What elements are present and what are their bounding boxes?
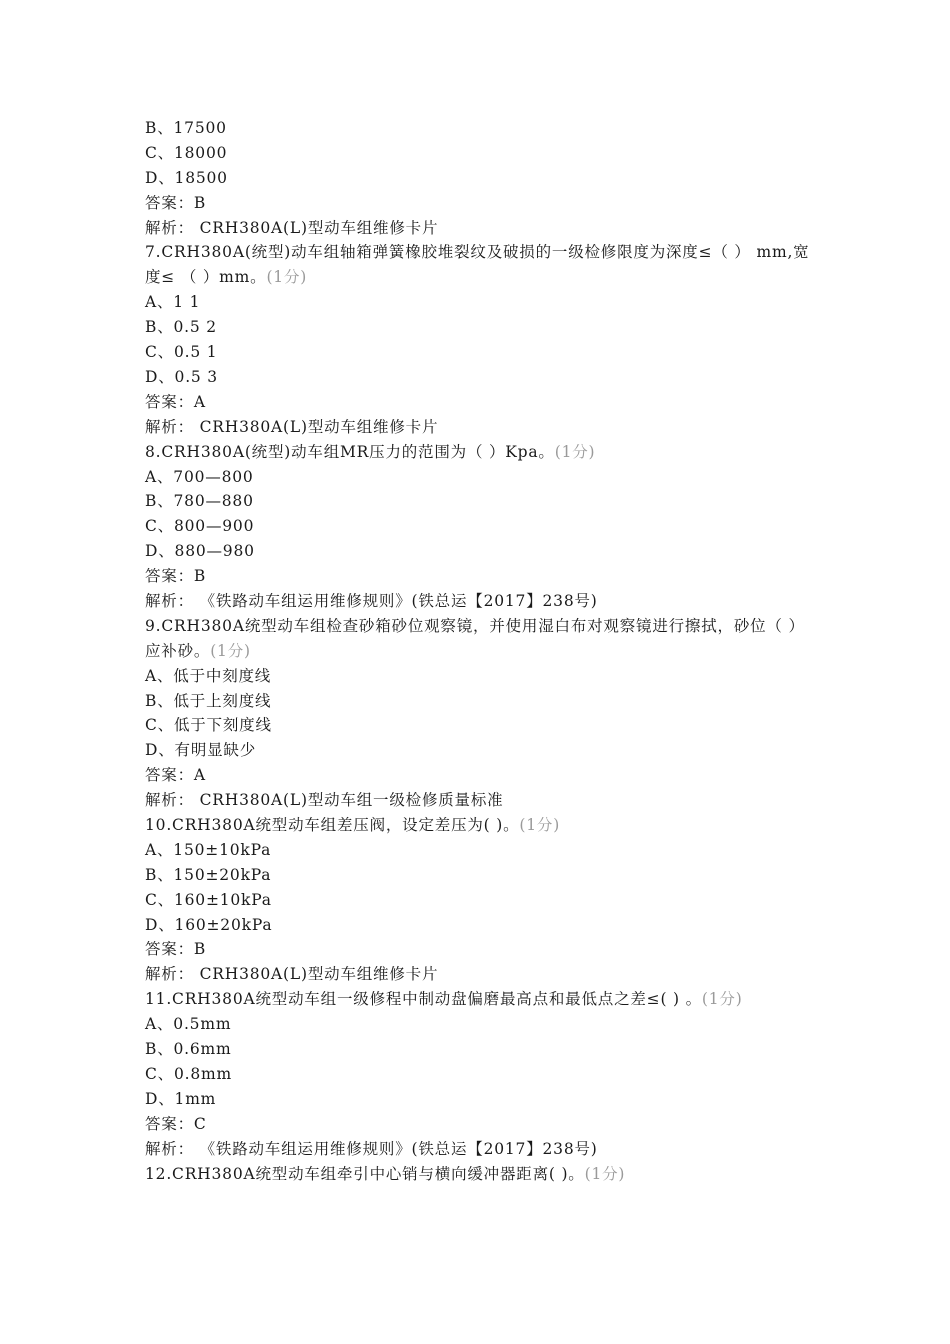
question-7-option-b: B、0.5 2	[145, 318, 217, 337]
question-7-score: (1分)	[266, 268, 308, 287]
question-11-option-b: B、0.6mm	[145, 1040, 232, 1059]
question-7-analysis: 解析： CRH380A(L)型动车组维修卡片	[145, 417, 439, 436]
question-10-answer: 答案：B	[145, 940, 207, 959]
question-10-option-b: B、150±20kPa	[145, 865, 272, 884]
question-11-score: (1分)	[701, 990, 743, 1009]
question-11-option-d: D、1mm	[145, 1089, 217, 1108]
question-10-analysis: 解析： CRH380A(L)型动车组维修卡片	[145, 965, 439, 984]
question-12-score: (1分)	[584, 1164, 626, 1183]
question-11-stem: 11.CRH380A统型动车组一级修程中制动盘偏磨最高点和最低点之差≤( ) 。(1分)	[145, 990, 743, 1009]
question-9-option-d: D、有明显缺少	[145, 741, 257, 760]
question-8-score: (1分)	[554, 442, 596, 461]
question-9-score: (1分)	[210, 641, 251, 660]
question-8-option-d: D、880—980	[145, 542, 255, 561]
question-10-score: (1分)	[519, 816, 561, 835]
question-11-answer: 答案：C	[145, 1114, 207, 1133]
option-c-prev: C、18000	[145, 143, 228, 162]
question-10-option-d: D、160±20kPa	[145, 915, 273, 934]
option-d-prev: D、18500	[145, 168, 228, 187]
question-9-stem: 9.CRH380A统型动车组检查砂箱砂位观察镜，并使用湿白布对观察镜进行擦拭，砂位（ ）应补砂。(1分)	[145, 616, 805, 660]
question-7-option-c: C、0.5 1	[145, 343, 218, 362]
question-11-option-a: A、0.5mm	[145, 1015, 232, 1034]
question-11-option-c: C、0.8mm	[145, 1064, 233, 1083]
question-8-option-b: B、780—880	[145, 492, 254, 511]
question-9-analysis: 解析： CRH380A(L)型动车组一级检修质量标准	[145, 791, 504, 810]
analysis-prev: 解析： CRH380A(L)型动车组维修卡片	[145, 218, 439, 237]
question-8-option-a: A、700—800	[145, 467, 254, 486]
question-8-option-c: C、800—900	[145, 517, 255, 536]
question-10-stem: 10.CRH380A统型动车组差压阀，设定差压为( )。(1分)	[145, 816, 561, 835]
question-9-answer: 答案：A	[145, 766, 206, 785]
question-10-option-a: A、150±10kPa	[145, 840, 272, 859]
question-7-answer: 答案：A	[145, 392, 206, 411]
question-7-option-a: A、1 1	[145, 293, 201, 312]
question-9-option-b: B、低于上刻度线	[145, 691, 272, 710]
question-7-option-d: D、0.5 3	[145, 367, 218, 386]
question-12-stem: 12.CRH380A统型动车组牵引中心销与横向缓冲器距离( )。(1分)	[145, 1164, 626, 1183]
answer-prev: 答案：B	[145, 193, 207, 212]
question-8-answer: 答案：B	[145, 567, 207, 586]
question-11-analysis: 解析： 《铁路动车组运用维修规则》(铁总运【2017】238号)	[145, 1139, 598, 1158]
question-9-option-c: C、低于下刻度线	[145, 716, 272, 735]
question-10-option-c: C、160±10kPa	[145, 890, 272, 909]
question-9-option-a: A、低于中刻度线	[145, 666, 272, 685]
question-8-analysis: 解析： 《铁路动车组运用维修规则》(铁总运【2017】238号)	[145, 591, 598, 610]
page-content	[145, 116, 815, 1186]
question-7-stem: 7.CRH380A(统型)动车组轴箱弹簧橡胶堆裂纹及破损的一级检修限度为深度≤（ ） mm,宽度≤ （ ）mm。(1分)	[145, 243, 810, 287]
question-8-stem: 8.CRH380A(统型)动车组MR压力的范围为（ ）Kpa。(1分)	[145, 442, 596, 461]
option-b-prev: B、17500	[145, 119, 227, 137]
